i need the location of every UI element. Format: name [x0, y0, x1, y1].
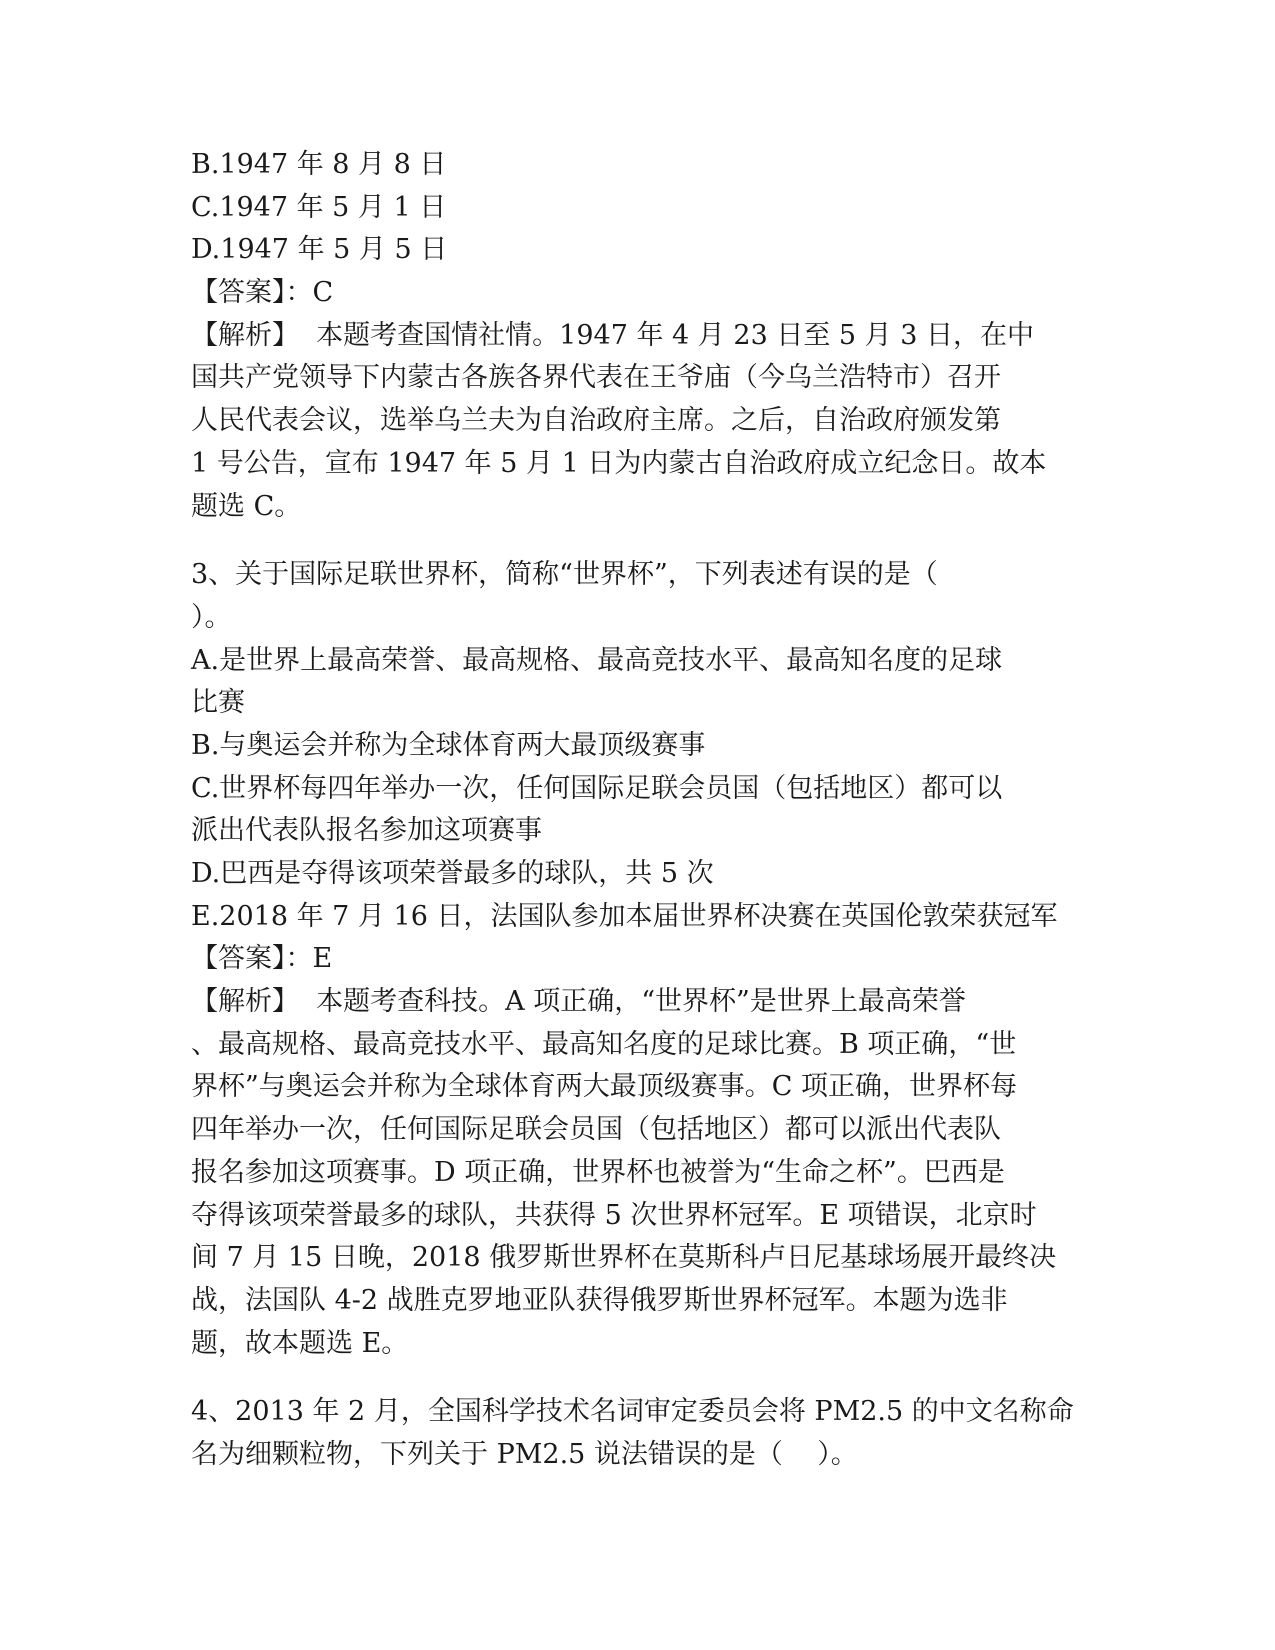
- analysis-line: 战，法国队 4-2 战胜克罗地亚队获得俄罗斯世界杯冠军。本题为选非: [191, 1284, 1008, 1316]
- analysis-line: 题，故本题选 E。: [191, 1327, 409, 1359]
- analysis-line: 界杯”与奥运会并称为全球体育两大最顶级赛事。C 项正确，世界杯每: [191, 1071, 1018, 1103]
- answer: 【答案】：C: [191, 277, 334, 309]
- paragraph-gap: [191, 528, 1076, 554]
- paragraph-gap: [191, 1365, 1076, 1391]
- analysis-line: 、最高规格、最高竞技水平、最高知名度的足球比赛。B 项正确，“世: [191, 1028, 1017, 1060]
- analysis-line: 人民代表会议，选举乌兰夫为自治政府主席。之后，自治政府颁发第: [191, 405, 1001, 437]
- option-a: A.是世界上最高荣誉、最高规格、最高竞技水平、最高知名度的足球: [191, 644, 1003, 676]
- option-b: B.与奥运会并称为全球体育两大最顶级赛事: [191, 729, 706, 761]
- answer: 【答案】：E: [191, 943, 333, 975]
- question-stem: 4、2013 年 2 月，全国科学技术名词审定委员会将 PM2.5 的中文名称命: [191, 1396, 1074, 1428]
- option-c: C.世界杯每四年举办一次，任何国际足联会员国（包括地区）都可以: [191, 772, 1003, 804]
- option-c: C.1947 年 5 月 1 日: [191, 191, 447, 223]
- option-d: D.1947 年 5 月 5 日: [191, 234, 448, 266]
- analysis-line: 1 号公告，宣布 1947 年 5 月 1 日为内蒙古自治政府成立纪念日。故本: [191, 447, 1047, 479]
- option-b: B.1947 年 8 月 8 日: [191, 149, 447, 180]
- document-body: [191, 144, 1076, 1477]
- option-c-cont: 派出代表队报名参加这项赛事: [191, 815, 542, 847]
- question-stem: 3、关于国际足联世界杯，简称“世界杯”，下列表述有误的是（: [191, 559, 938, 591]
- option-d: D.巴西是夺得该项荣誉最多的球队，共 5 次: [191, 858, 714, 889]
- question-stem: ）。: [191, 601, 232, 633]
- analysis-line: 国共产党领导下内蒙古各族各界代表在王爷庙（今乌兰浩特市）召开: [191, 362, 1001, 394]
- analysis-line: 四年举办一次，任何国际足联会员国（包括地区）都可以派出代表队: [191, 1114, 1001, 1146]
- analysis-line: 报名参加这项赛事。D 项正确，世界杯也被誉为“生命之杯”。巴西是: [191, 1156, 1005, 1188]
- analysis-line: 【解析】 本题考查国情社情。1947 年 4 月 23 日至 5 月 3 日，在中: [191, 319, 1035, 351]
- analysis-line: 夺得该项荣誉最多的球队，共获得 5 次世界杯冠军。E 项错误，北京时: [191, 1199, 1037, 1231]
- question-3: [191, 554, 1076, 1365]
- question-stem: 名为细颗粒物，下列关于 PM2.5 说法错误的是（ ）。: [191, 1438, 858, 1470]
- option-e: E.2018 年 7 月 16 日，法国队参加本届世界杯决赛在英国伦敦荣获冠军: [191, 900, 1058, 932]
- analysis-line: 题选 C。: [191, 490, 302, 522]
- analysis-line: 【解析】 本题考查科技。A 项正确，“世界杯”是世界上最高荣誉: [191, 986, 966, 1018]
- analysis-line: 间 7 月 15 日晚，2018 俄罗斯世界杯在莫斯科卢日尼基球场展开最终决: [191, 1242, 1057, 1274]
- question-2-tail: [191, 144, 1076, 528]
- option-a-cont: 比赛: [191, 687, 245, 719]
- question-4: [191, 1391, 1076, 1476]
